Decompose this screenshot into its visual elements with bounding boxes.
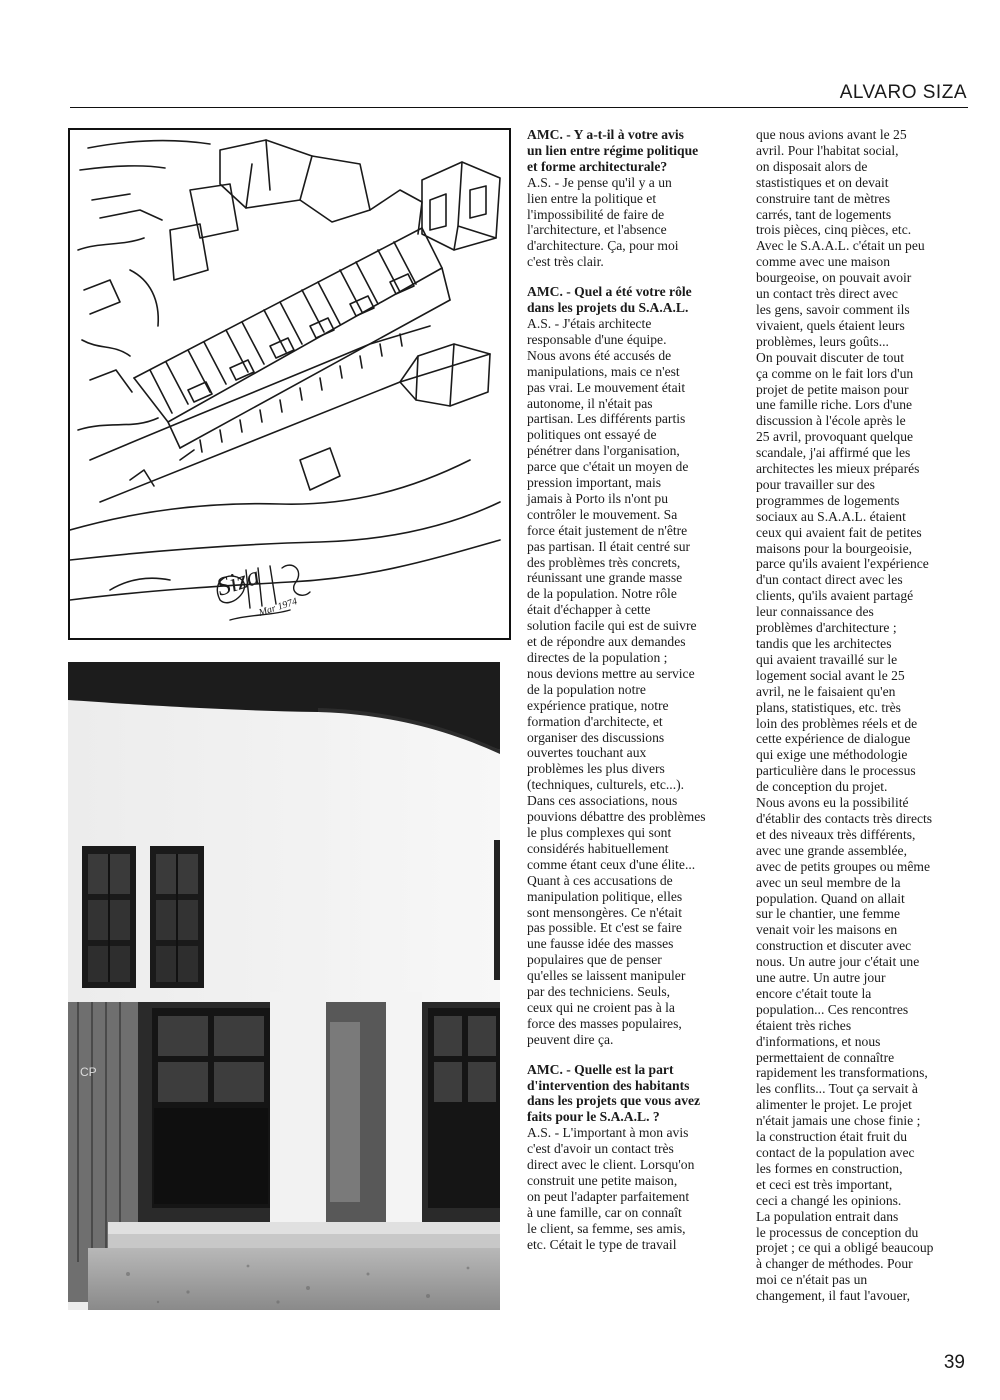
photo-graffiti: CP <box>80 1065 97 1079</box>
sketch-signature: Siza <box>212 560 264 602</box>
answer-2: A.S. - J'étais architecte responsable d'une équipe. Nous avons été accusés de manipulations, mais ce n'est pas vrai. Le mouvement était autonome, il n'était pas partisan. Les différents partis politiques ont essayé de pénétrer dans l'organisation, parce que c'était un moyen de pression important, mais jamais à Porto ils n'ont pu contrôler le mouvement. Sa force était justement de n'être pas partisan. Il était centré sur des problèmes très concrets, réunissant une grande masse de la population. Notre rôle était d'échapper à cette solution facile qui est de suivre et de répondre aux demandes directes de la population ; nous devions mettre au service de la population notre expérience pratique, notre formation d'architecte, et organiser des discussions ouvertes touchant aux problèmes les plus divers (techniques, culturels, etc...). Dans ces associations, nous pouvions débattre des problèmes le plus complexes qui sont considérés habituellement comme étant ceux d'une élite... Quant à ces accusations de manipulation politique, elles sont mensongères. Ce n'était pas possible. Et c'est se faire une fausse idée des masses populaires que de penser qu'elles se laissent manipuler par des techniciens. Seuls, ceux qui ne croient pas à la force des masses populaires, peuvent dire ça. <box>527 315 706 1047</box>
building-photo <box>68 662 500 1310</box>
upper-window-left <box>82 846 136 988</box>
page-number: 39 <box>943 1352 965 1373</box>
question-3: AMC. - Quelle est la part d'intervention des habitants dans les projets que vous avez faits pour le S.A.A.L. ? <box>527 1061 701 1125</box>
answer-3-continued: que nous avions avant le 25 avril. Pour l'habitat social, on disposait alors de stastistiques et on devait construire tant de mètres carrés, tant de logements trois pièces, cinq pièces, etc. Avec le S.A.A.L. c'était un peu comme avec une maison bourgeoise, on pouvait avoir un contact très direct avec les gens, savoir comment ils vivaient, quels étaient leurs problèmes, leurs goûts... On pouvait discuter de tout ça comme on le fait lors d'un projet de petite maison pour une famille riche. Lors d'une discussion à l'école après le 25 avril, provoquant quelque scandale, j'ai affirmé que les architectes les mieux préparés pour travailler sur des programmes de logements sociaux au S.A.A.L. étaient ceux qui avaient fait de petites maisons pour la bourgeoisie, parce qu'ils avaient l'expérience d'un contact direct avec les clients, qu'ils avaient partagé leur connaissance des problèmes d'architecture ; tandis que les architectes qui avaient travaillé sur le logement social avant le 25 avril, ne le faisaient qu'en plans, statistiques, etc. très loin des problèmes réels et de cette expérience de dialogue qui exige une méthodologie particulière dans le processus de conception du projet. Nous avons eu la possibilité d'établir des contacts très directs et des niveaux très différents, avec une grande assemblée, avec de petits groupes ou même avec un seul membre de la population. Quand on allait sur le chantier, une femme venait voir les maisons en construction et discuter avec nous. Un autre jour c'était une une autre. Un autre jour encore c'était toute la population... Ces rencontres étaient très riches d'informations, et nous permettaient de connaître rapidement les transformations, les conflits... Tout ça servait à alimenter le projet. Le projet n'était jamais une chose finie ; la construction était fruit du contact de la population avec les formes en construction, et ceci est très important, ceci a changé les opinions. La population entrait dans le processus de conception du projet ; ce qui a obligé beaucoup à changer de méthodes. Pour moi ce n'était pas un changement, il faut l'avouer, <box>756 127 934 1304</box>
answer-3: A.S. - L'important à mon avis c'est d'avoir un contact très direct avec le client. Lorsqu'on construit une petite maison, on peut l'adapter parfaitement à une famille, car on connaît le client, sa femme, ses amis, etc. Cétait le type de travail <box>527 1125 695 1252</box>
answer-1: A.S. - Je pense qu'il y a un lien entre la politique et l'impossibilité de faire de l'architecture, et l'absence d'architecture. Ça, pour moi c'est très clair. <box>527 174 679 270</box>
header-rule <box>70 107 968 108</box>
text-column-middle <box>527 127 739 1253</box>
running-header: ALVARO SIZA <box>839 82 967 103</box>
text-column-right <box>756 127 970 1304</box>
question-2: AMC. - Quel a été votre rôle dans les projets du S.A.A.L. <box>527 284 692 316</box>
question-1: AMC. - Y a-t-il à votre avis un lien entre régime politique et forme architecturale? <box>527 127 699 174</box>
upper-window-right <box>150 846 204 988</box>
architectural-sketch <box>68 128 511 640</box>
sketch-caption: Mar 1974 <box>257 596 299 619</box>
